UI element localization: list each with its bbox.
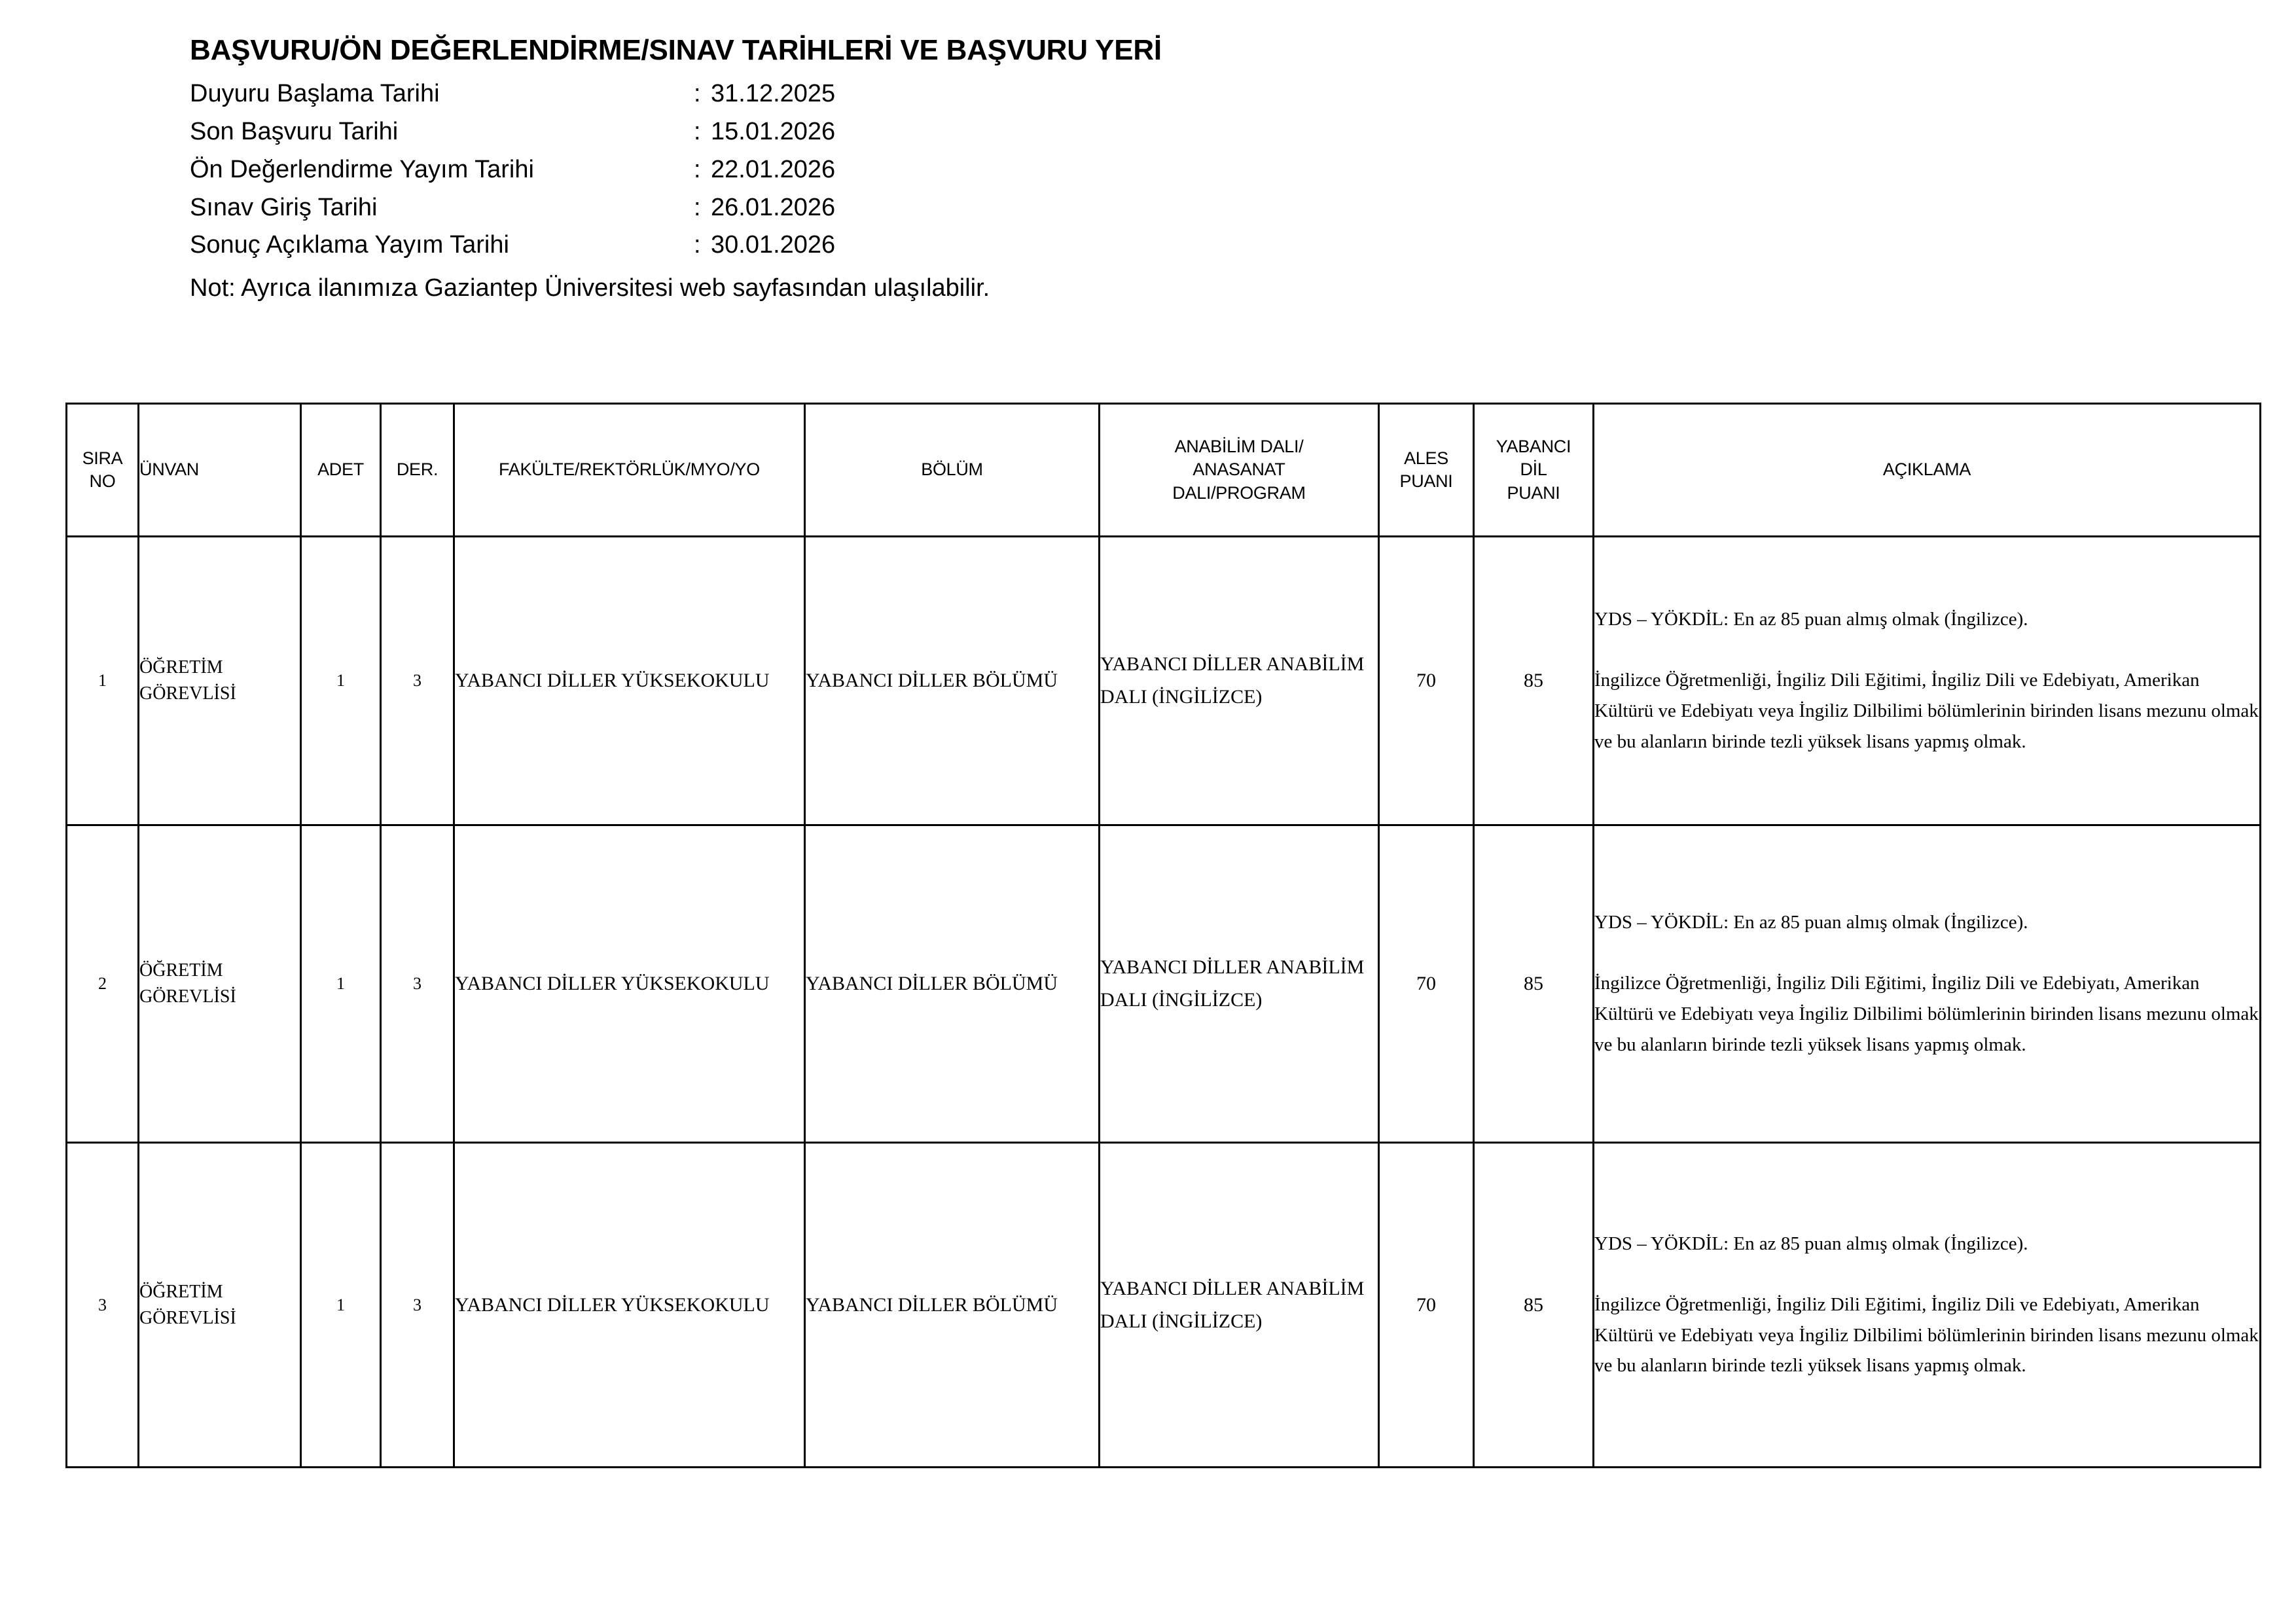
date-list xyxy=(190,75,1892,264)
cell-sira-no: 1 xyxy=(67,537,139,825)
cell-ales-puani: 70 xyxy=(1379,1143,1474,1468)
cell-bolum: YABANCI DİLLER BÖLÜMÜ xyxy=(805,825,1100,1143)
date-row-son-basvuru xyxy=(190,113,1892,151)
cell-yabanci-dil-puani: 85 xyxy=(1474,1143,1594,1468)
column-header-anabilim-line1: ANABİLİM DALI/ xyxy=(1174,437,1304,457)
column-header-bolum: BÖLÜM xyxy=(805,404,1100,537)
table-header xyxy=(67,404,2261,537)
date-row-sonuc-aciklama xyxy=(190,226,1892,264)
date-label: Son Başvuru Tarihi xyxy=(190,118,399,146)
column-header-yabanci-dil-line1: YABANCI xyxy=(1496,437,1571,457)
aciklama-paragraph-1: YDS – YÖKDİL: En az 85 puan almış olmak (İngilizce). xyxy=(1594,609,2028,630)
column-header-anabilim-line3: DALI/PROGRAM xyxy=(1172,482,1306,503)
aciklama-spacer xyxy=(1594,635,2259,665)
cell-aciklama xyxy=(1594,1143,2261,1468)
aciklama-paragraph-2: İngilizce Öğretmenliği, İngiliz Dili Eğitimi, İngiliz Dili ve Edebiyatı, Amerikan Kültürü ve Edebiyatı veya İngiliz Dilbilimi bölümlerinin birinden lisans mezunu olmak ve bu alanların birinde tezli yüksek lisans yapmış olmak. xyxy=(1594,1293,2259,1377)
date-separator: : xyxy=(694,193,701,221)
date-value: 22.01.2026 xyxy=(711,155,836,183)
date-label: Ön Değerlendirme Yayım Tarihi xyxy=(190,155,534,183)
table-row xyxy=(67,537,2261,825)
cell-sira-no: 2 xyxy=(67,825,139,1143)
date-row-on-degerlendirme xyxy=(190,151,1892,189)
cell-derece: 3 xyxy=(381,1143,454,1468)
column-header-yabanci-dil-puani xyxy=(1474,404,1594,537)
column-header-ales-puani xyxy=(1379,404,1474,537)
cell-aciklama xyxy=(1594,537,2261,825)
table-header-row xyxy=(67,404,2261,537)
column-header-anabilim-dali xyxy=(1100,404,1379,537)
column-header-sira-no-line2: NO xyxy=(89,471,116,491)
cell-ales-puani: 70 xyxy=(1379,537,1474,825)
cell-anabilim-dali: YABANCI DİLLER ANABİLİM DALI (İNGİLİZCE) xyxy=(1100,1143,1379,1468)
cell-adet: 1 xyxy=(301,825,381,1143)
aciklama-paragraph-1: YDS – YÖKDİL: En az 85 puan almış olmak (İngilizce). xyxy=(1594,912,2028,933)
column-header-sira-no xyxy=(67,404,139,537)
cell-unvan: ÖĞRETİM GÖREVLİSİ xyxy=(139,825,301,1143)
cell-bolum: YABANCI DİLLER BÖLÜMÜ xyxy=(805,537,1100,825)
date-label: Sınav Giriş Tarihi xyxy=(190,193,378,221)
cell-unvan: ÖĞRETİM GÖREVLİSİ xyxy=(139,1143,301,1468)
column-header-yabanci-dil-line3: PUANI xyxy=(1507,482,1560,503)
date-value: 30.01.2026 xyxy=(711,231,836,259)
table-body xyxy=(67,537,2261,1468)
column-header-aciklama: AÇIKLAMA xyxy=(1594,404,2261,537)
cell-ales-puani: 70 xyxy=(1379,825,1474,1143)
cell-fakulte: YABANCI DİLLER YÜKSEKOKULU xyxy=(454,1143,805,1468)
date-label: Duyuru Başlama Tarihi xyxy=(190,80,440,108)
cell-unvan: ÖĞRETİM GÖREVLİSİ xyxy=(139,537,301,825)
cell-aciklama xyxy=(1594,825,2261,1143)
date-value: 26.01.2026 xyxy=(711,193,836,221)
cell-fakulte: YABANCI DİLLER YÜKSEKOKULU xyxy=(454,825,805,1143)
cell-bolum: YABANCI DİLLER BÖLÜMÜ xyxy=(805,1143,1100,1468)
document-header xyxy=(190,34,1892,308)
table-row xyxy=(67,1143,2261,1468)
column-header-ales-line2: PUANI xyxy=(1399,471,1453,491)
column-header-sira-no-line1: SIRA xyxy=(82,448,123,468)
table-row xyxy=(67,825,2261,1143)
page-title: BAŞVURU/ÖN DEĞERLENDİRME/SINAV TARİHLERİ VE BAŞVURU YERİ xyxy=(190,34,1162,66)
aciklama-spacer xyxy=(1594,1259,2259,1290)
column-header-derece: DER. xyxy=(381,404,454,537)
column-header-fakulte: FAKÜLTE/REKTÖRLÜK/MYO/YO xyxy=(454,404,805,537)
date-separator: : xyxy=(694,80,701,108)
cell-adet: 1 xyxy=(301,1143,381,1468)
date-value: 15.01.2026 xyxy=(711,118,836,146)
footnote-text: Not: Ayrıca ilanımıza Gaziantep Üniversitesi web sayfasından ulaşılabilir. xyxy=(190,274,990,302)
column-header-ales-line1: ALES xyxy=(1404,448,1448,468)
cell-yabanci-dil-puani: 85 xyxy=(1474,825,1594,1143)
cell-sira-no: 3 xyxy=(67,1143,139,1468)
date-separator: : xyxy=(694,231,701,259)
cell-fakulte: YABANCI DİLLER YÜKSEKOKULU xyxy=(454,537,805,825)
date-separator: : xyxy=(694,118,701,146)
date-separator: : xyxy=(694,155,701,183)
positions-table xyxy=(65,403,2261,1468)
column-header-anabilim-line2: ANASANAT xyxy=(1193,460,1285,480)
cell-adet: 1 xyxy=(301,537,381,825)
date-row-duyuru-baslama xyxy=(190,75,1892,113)
date-value: 31.12.2025 xyxy=(711,80,836,108)
column-header-unvan: ÜNVAN xyxy=(139,404,301,537)
aciklama-spacer xyxy=(1594,938,2259,968)
column-header-adet: ADET xyxy=(301,404,381,537)
cell-yabanci-dil-puani: 85 xyxy=(1474,537,1594,825)
cell-anabilim-dali: YABANCI DİLLER ANABİLİM DALI (İNGİLİZCE) xyxy=(1100,537,1379,825)
positions-table-container xyxy=(65,403,2259,1468)
date-label: Sonuç Açıklama Yayım Tarihi xyxy=(190,231,509,259)
cell-derece: 3 xyxy=(381,537,454,825)
date-row-sinav-giris xyxy=(190,189,1892,227)
aciklama-paragraph-1: YDS – YÖKDİL: En az 85 puan almış olmak (İngilizce). xyxy=(1594,1233,2028,1254)
column-header-yabanci-dil-line2: DİL xyxy=(1520,460,1547,480)
aciklama-paragraph-2: İngilizce Öğretmenliği, İngiliz Dili Eğitimi, İngiliz Dili ve Edebiyatı, Amerikan Kültürü ve Edebiyatı veya İngiliz Dilbilimi bölümlerinin birinden lisans mezunu olmak ve bu alanların birinde tezli yüksek lisans yapmış olmak. xyxy=(1594,973,2259,1055)
cell-anabilim-dali: YABANCI DİLLER ANABİLİM DALI (İNGİLİZCE) xyxy=(1100,825,1379,1143)
cell-derece: 3 xyxy=(381,825,454,1143)
aciklama-paragraph-2: İngilizce Öğretmenliği, İngiliz Dili Eğitimi, İngiliz Dili ve Edebiyatı, Amerikan Kültürü ve Edebiyatı veya İngiliz Dilbilimi bölümlerinin birinden lisans mezunu olmak ve bu alanların birinde tezli yüksek lisans yapmış olmak. xyxy=(1594,670,2259,752)
